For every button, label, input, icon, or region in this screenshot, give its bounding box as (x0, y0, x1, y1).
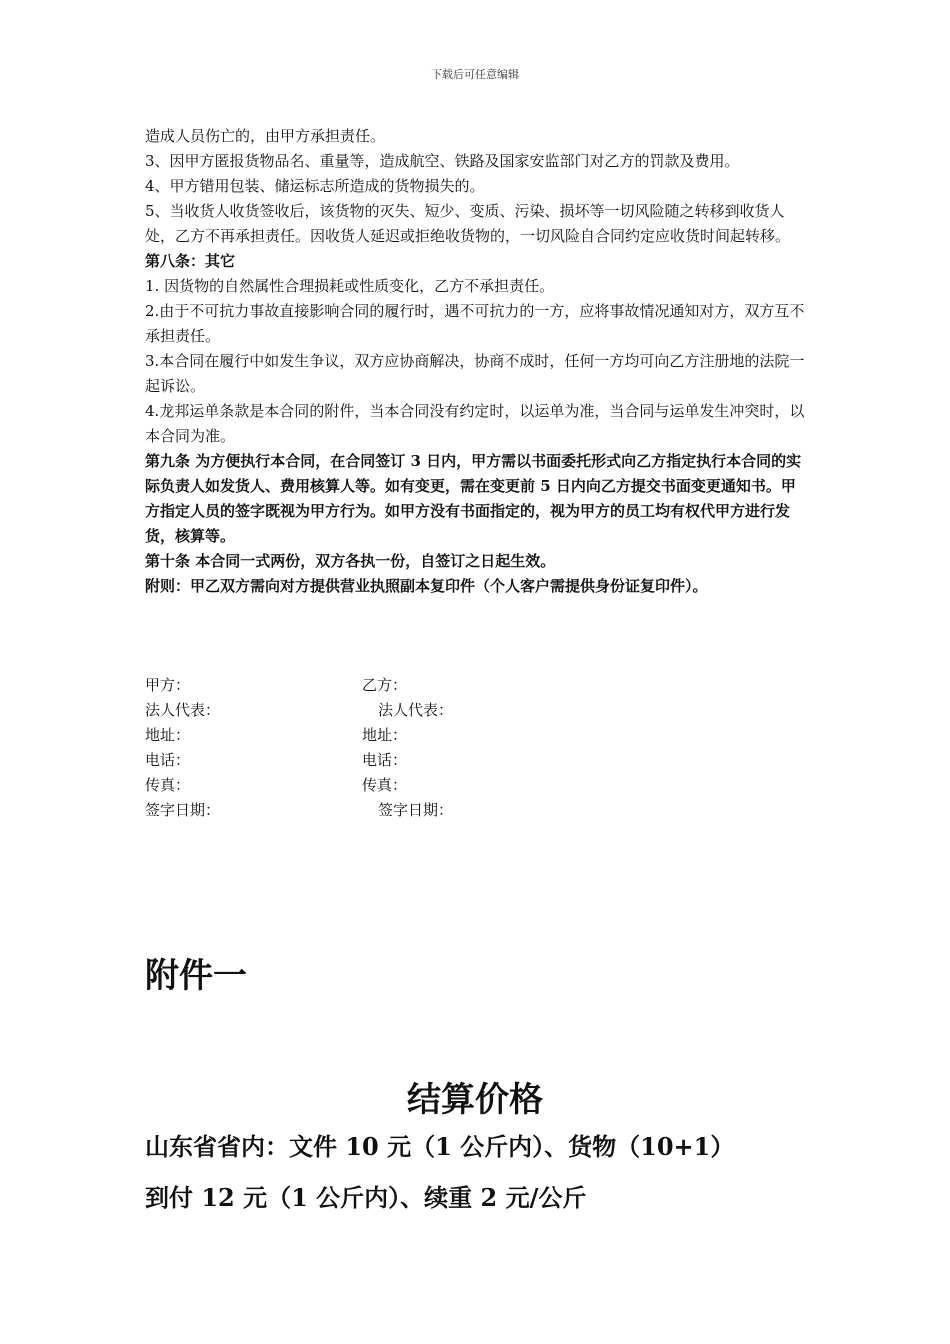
paragraph-6: 1. 因货物的自然属性合理损耗或性质变化，乙方不承担责任。 (145, 277, 555, 295)
price-title: 结算价格 (407, 1080, 543, 1120)
signature-row (145, 698, 645, 723)
paragraph-9: 4.龙邦运单条款是本合同的附件，当本合同没有约定时，以运单为准，当合同与运单发生冲突时，以本合同为准。 (145, 402, 805, 445)
appendix-rule: 附则：甲乙双方需向对方提供营业执照副本复印件（个人客户需提供身份证复印件）。 (145, 577, 708, 595)
party-a-address-label: 地址： (145, 726, 191, 744)
attachment-title: 附件一 (145, 956, 247, 996)
party-a-fax-label: 传真： (145, 776, 191, 794)
price-line-1: 山东省省内：文件 10 元（1 公斤内）、货物（10+1） (145, 1132, 735, 1161)
signature-row (145, 773, 645, 798)
signature-row (145, 673, 645, 698)
paragraph-8: 3.本合同在履行中如发生争议，双方应协商解决，协商不成时，任何一方均可向乙方注册地的法院一起诉讼。 (145, 352, 805, 395)
party-a-rep-label: 法人代表： (145, 701, 221, 719)
page-header: 下载后可任意编辑 (431, 68, 519, 81)
party-b-phone-label: 电话： (362, 751, 408, 769)
price-line-2: 到付 12 元（1 公斤内）、续重 2 元/公斤 (145, 1183, 587, 1212)
paragraph-7: 2.由于不可抗力事故直接影响合同的履行时，遇不可抗力的一方，应将事故情况通知对方，双方互不承担责任。 (145, 302, 805, 345)
paragraph-2: 3、因甲方匿报货物品名、重量等，造成航空、铁路及国家安监部门对乙方的罚款及费用。 (145, 152, 740, 170)
signature-row (145, 798, 645, 823)
article-9: 第九条 为方便执行本合同，在合同签订 3 日内，甲方需以书面委托形式向乙方指定执行本合同的实际负责人如发货人、费用核算人等。如有变更，需在变更前 5 日内向乙方提交书面变更通知书。甲方指定人员的签字既视为甲方行为。如甲方没有书面指定的，视为甲方的员工均有权代甲方进行发货，核算等。 (145, 452, 802, 545)
paragraph-3: 4、甲方错用包装、储运标志所造成的货物损失的。 (145, 177, 485, 195)
party-a-date-label: 签字日期： (145, 801, 221, 819)
party-a-phone-label: 电话： (145, 751, 191, 769)
article-10: 第十条 本合同一式两份，双方各执一份，自签订之日起生效。 (145, 552, 556, 570)
party-b-label: 乙方： (362, 676, 408, 694)
party-b-fax-label: 传真： (362, 776, 408, 794)
party-b-date-label: 签字日期： (378, 801, 454, 819)
signature-row (145, 748, 645, 773)
paragraph-4: 5、当收货人收货签收后，该货物的灭失、短少、变质、污染、损坏等一切风险随之转移到收货人处，乙方不再承担责任。因收货人延迟或拒绝收货物的，一切风险自合同约定应收货时间起转移。 (145, 202, 791, 245)
party-b-address-label: 地址： (362, 726, 408, 744)
article-8-heading: 第八条：其它 (145, 252, 236, 270)
contract-body (145, 124, 810, 599)
paragraph-1: 造成人员伤亡的，由甲方承担责任。 (145, 127, 386, 145)
party-a-label: 甲方： (145, 676, 191, 694)
signature-row (145, 723, 645, 748)
signature-block (145, 673, 645, 823)
party-b-rep-label: 法人代表： (378, 701, 454, 719)
